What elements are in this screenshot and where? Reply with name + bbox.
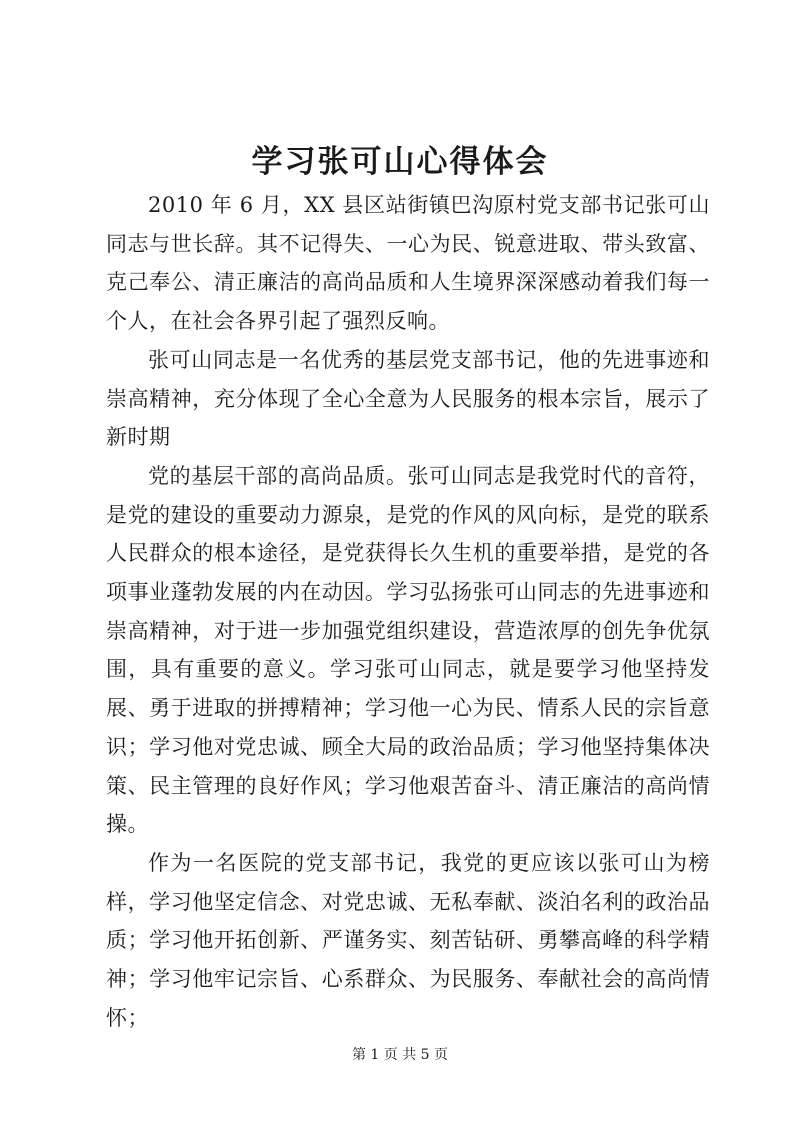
document-body (106, 186, 710, 1037)
document-title: 学习张可山心得体会 (251, 144, 549, 180)
paragraph-3: 党的基层干部的高尚品质。张可山同志是我党时代的音符，是党的建设的重要动力源泉，是党的作风的风向标，是党的联系人民群众的根本途径，是党获得长久生机的重要举措，是党的各项事业蓬勃发展的内在动因。学习弘扬张可山同志的先进事迹和崇高精神，对于进一步加强党组织建设，营造浓厚的创先争优氛围，具有重要的意义。学习张可山同志，就是要学习他坚持发展、勇于进取的拼搏精神；学习他一心为民、情系人民的宗旨意识；学习他对党忠诚、顾全大局的政治品质；学习他坚持集体决策、民主管理的良好作风；学习他艰苦奋斗、清正廉洁的高尚情操。 (106, 463, 710, 837)
paragraph-1: 2010 年 6 月，XX 县区站街镇巴沟原村党支部书记张可山同志与世长辞。其不记得失、一心为民、锐意进取、带头致富、克己奉公、清正廉洁的高尚品质和人生境界深深感动着我们每一个人，在社会各界引起了强烈反响。 (106, 193, 710, 334)
paragraph-4: 作为一名医院的党支部书记，我党的更应该以张可山为榜样，学习他坚定信念、对党忠诚、无私奉献、淡泊名利的政治品质；学习他开拓创新、严谨务实、刻苦钻研、勇攀高峰的科学精神；学习他牢记宗旨、心系群众、为民服务、奉献社会的高尚情怀； (106, 850, 710, 1030)
paragraph-2: 张可山同志是一名优秀的基层党支部书记，他的先进事迹和崇高精神，充分体现了全心全意为人民服务的根本宗旨，展示了新时期 (106, 347, 710, 450)
page-number: 第 1 页 共 5 页 (351, 1047, 449, 1063)
